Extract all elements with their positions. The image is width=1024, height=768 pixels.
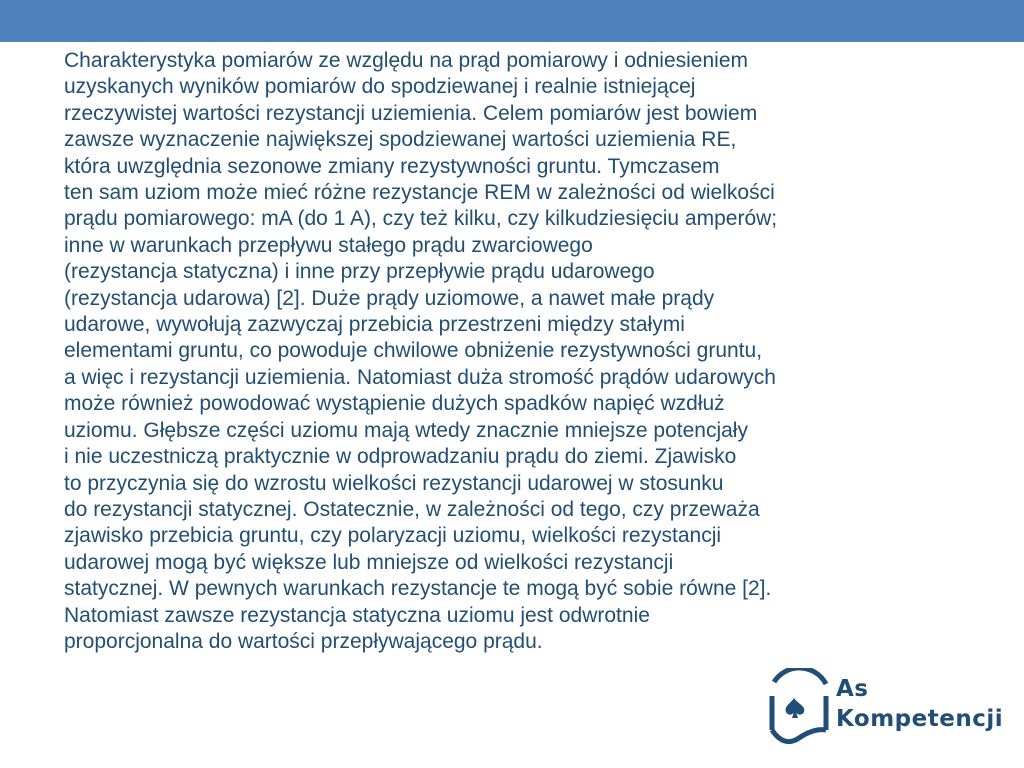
logo-emblem-icon bbox=[764, 668, 834, 754]
paragraph-line: ten sam uziom może mieć różne rezystancje REM w zależności od wielkości bbox=[64, 181, 775, 205]
logo-text-as: As bbox=[836, 676, 869, 702]
paragraph-line: udarowej mogą być większe lub mniejsze od wielkości rezystancji bbox=[64, 550, 674, 574]
paragraph-line: rzeczywistej wartości rezystancji uziemienia. Celem pomiarów jest bowiem bbox=[64, 101, 758, 125]
paragraph-line: i nie uczestniczą praktycznie w odprowadzaniu prądu do ziemi. Zjawisko bbox=[64, 445, 737, 469]
paragraph-line: inne w warunkach przepływu stałego prądu zwarciowego bbox=[64, 233, 593, 257]
paragraph-line: do rezystancji statycznej. Ostatecznie, w zależności od tego, czy przeważa bbox=[64, 497, 760, 521]
paragraph-line: a więc i rezystancji uziemienia. Natomiast duża stromość prądów udarowych bbox=[64, 365, 776, 389]
paragraph-line: może również powodować wystąpienie dużych spadków napięć wzdłuż bbox=[64, 392, 725, 416]
top-header-bar bbox=[0, 0, 1024, 42]
paragraph-line: uzyskanych wyników pomiarów do spodziewanej i realnie istniejącej bbox=[64, 75, 696, 99]
paragraph-line: Charakterystyka pomiarów ze względu na prąd pomiarowy i odniesieniem bbox=[64, 49, 748, 72]
paragraph-line: (rezystancja statyczna) i inne przy przepływie prądu udarowego bbox=[64, 260, 655, 284]
paragraph-line: która uwzględnia sezonowe zmiany rezystywności gruntu. Tymczasem bbox=[64, 154, 720, 178]
paragraph-line: statycznej. W pewnych warunkach rezystancje te mogą być sobie równe [2]. bbox=[64, 577, 772, 601]
paragraph-line: (rezystancja udarowa) [2]. Duże prądy uziomowe, a nawet małe prądy bbox=[64, 286, 715, 310]
logo-text-kompetencji: Kompetencji bbox=[836, 706, 1004, 732]
paragraph-line: Natomiast zawsze rezystancja statyczna uziomu jest odwrotnie bbox=[64, 603, 650, 627]
paragraph-line: to przyczynia się do wzrostu wielkości rezystancji udarowej w stosunku bbox=[64, 471, 724, 495]
paragraph-line: prądu pomiarowego: mA (do 1 A), czy też kilku, czy kilkudziesięciu amperów; bbox=[64, 207, 778, 231]
body-paragraph bbox=[64, 48, 964, 655]
paragraph-line: uziomu. Głębsze części uziomu mają wtedy znacznie mniejsze potencjały bbox=[64, 418, 748, 442]
paragraph-line: elementami gruntu, co powoduje chwilowe obniżenie rezystywności gruntu, bbox=[64, 339, 763, 363]
paragraph-line: zawsze wyznaczenie największej spodziewanej wartości uziemienia RE, bbox=[64, 128, 737, 152]
paragraph-line: udarowe, wywołują zazwyczaj przebicia przestrzeni między stałymi bbox=[64, 313, 685, 337]
paragraph-line: zjawisko przebicia gruntu, czy polaryzacji uziomu, wielkości rezystancji bbox=[64, 524, 722, 548]
paragraph-line: proporcjonalna do wartości przepływającego prądu. bbox=[64, 629, 543, 653]
as-kompetencji-logo bbox=[764, 662, 1004, 762]
